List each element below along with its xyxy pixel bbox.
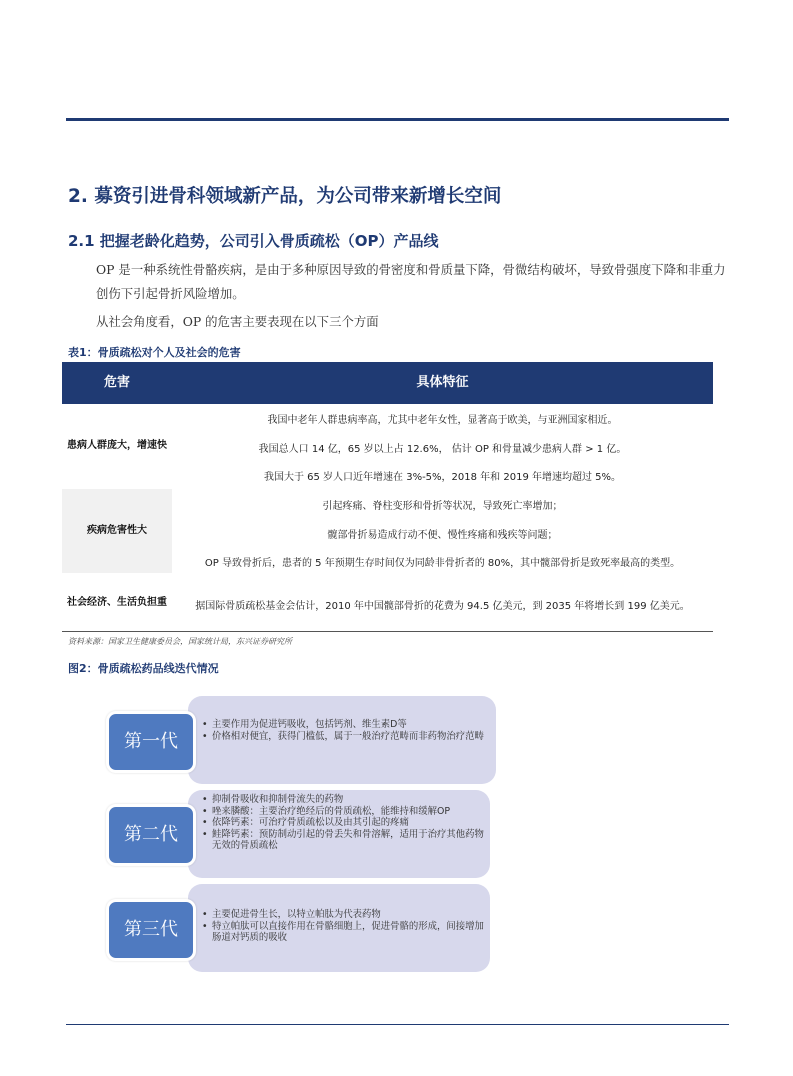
- header-rule: [66, 118, 729, 121]
- table-cell: OP 导致骨折后，患者的 5 年预期生存时间仅为同龄非骨折者的 80%，其中髋部骨折是致死率最高的类型。: [204, 558, 681, 569]
- list-item: • 价格相对便宜，获得门槛低，属于一般治疗范畴而非药物治疗范畴: [200, 731, 488, 743]
- figure-caption: 图2：骨质疏松药品线迭代情况: [68, 662, 219, 675]
- table-cell: 引起疼痛、脊柱变形和骨折等状况，导致死亡率增加；: [322, 501, 563, 512]
- table-category: 疾病危害性大: [62, 489, 172, 573]
- generation-points: [200, 719, 488, 742]
- table-cell: 髋部骨折易造成行动不便、慢性疼痛和残疾等问题；: [327, 530, 558, 541]
- generation-label: 第一代: [106, 711, 196, 773]
- table-header-harm: 危害: [103, 375, 130, 390]
- generation-points: [200, 909, 488, 944]
- list-item: • 主要作用为促进钙吸收，包括钙剂、维生素D等: [200, 719, 488, 731]
- table-category: 患病人群庞大，增速快: [67, 440, 167, 451]
- table-bottom-rule: [62, 631, 713, 632]
- list-item: • 依降钙素：可治疗骨质疏松以及由其引起的疼痛: [200, 817, 488, 829]
- generation-points: [200, 794, 488, 852]
- table-header: [62, 362, 713, 404]
- footer-rule: [66, 1024, 729, 1025]
- generation-label: 第三代: [106, 899, 196, 961]
- paragraph-op-definition: OP 是一种系统性骨骼疾病，是由于多种原因导致的骨密度和骨质量下降，骨微结构破坏，导致骨强度下降和非重力创伤下引起骨折风险增加。: [96, 262, 726, 301]
- table-cell: 我国总人口 14 亿，65 岁以上占 12.6%， 估计 OP 和骨量减少患病人群 > 1 亿。: [258, 444, 627, 455]
- paragraph-social-harm: 从社会角度看，OP 的危害主要表现在以下三个方面: [96, 314, 379, 329]
- list-item: • 抑制骨吸收和抑制骨流失的药物: [200, 794, 488, 806]
- subsection-title: 2.1 把握老龄化趋势，公司引入骨质疏松（OP）产品线: [68, 232, 439, 250]
- generation-label: 第二代: [106, 804, 196, 866]
- list-item: • 鲑降钙素：预防制动引起的骨丢失和骨溶解，适用于治疗其他药物无效的骨质疏松: [200, 829, 488, 852]
- list-item: • 特立帕肽可以直接作用在骨骼细胞上，促进骨骼的形成，间接增加肠道对钙质的吸收: [200, 921, 488, 944]
- table-cell: 我国大于 65 岁人口近年增速在 3%-5%，2018 年和 2019 年增速均超过 5%。: [263, 472, 622, 483]
- table-caption: 表1：骨质疏松对个人及社会的危害: [68, 346, 241, 359]
- table-header-features: 具体特征: [416, 375, 469, 390]
- table-cell: 据国际骨质疏松基金会估计，2010 年中国髋部骨折的花费为 94.5 亿美元，到 2035 年将增长到 199 亿美元。: [195, 601, 690, 612]
- list-item: • 唑来膦酸：主要治疗绝经后的骨质疏松，能维持和缓解OP: [200, 806, 488, 818]
- list-item: • 主要促进骨生长，以特立帕肽为代表药物: [200, 909, 488, 921]
- table-source: 资料来源：国家卫生健康委员会，国家统计局，东兴证券研究所: [68, 637, 292, 646]
- table-category: 社会经济、生活负担重: [67, 597, 167, 608]
- section-title: 2. 募资引进骨科领域新产品，为公司带来新增长空间: [68, 186, 502, 207]
- table-cell: 我国中老年人群患病率高，尤其中老年女性，显著高于欧美，与亚洲国家相近。: [267, 415, 618, 426]
